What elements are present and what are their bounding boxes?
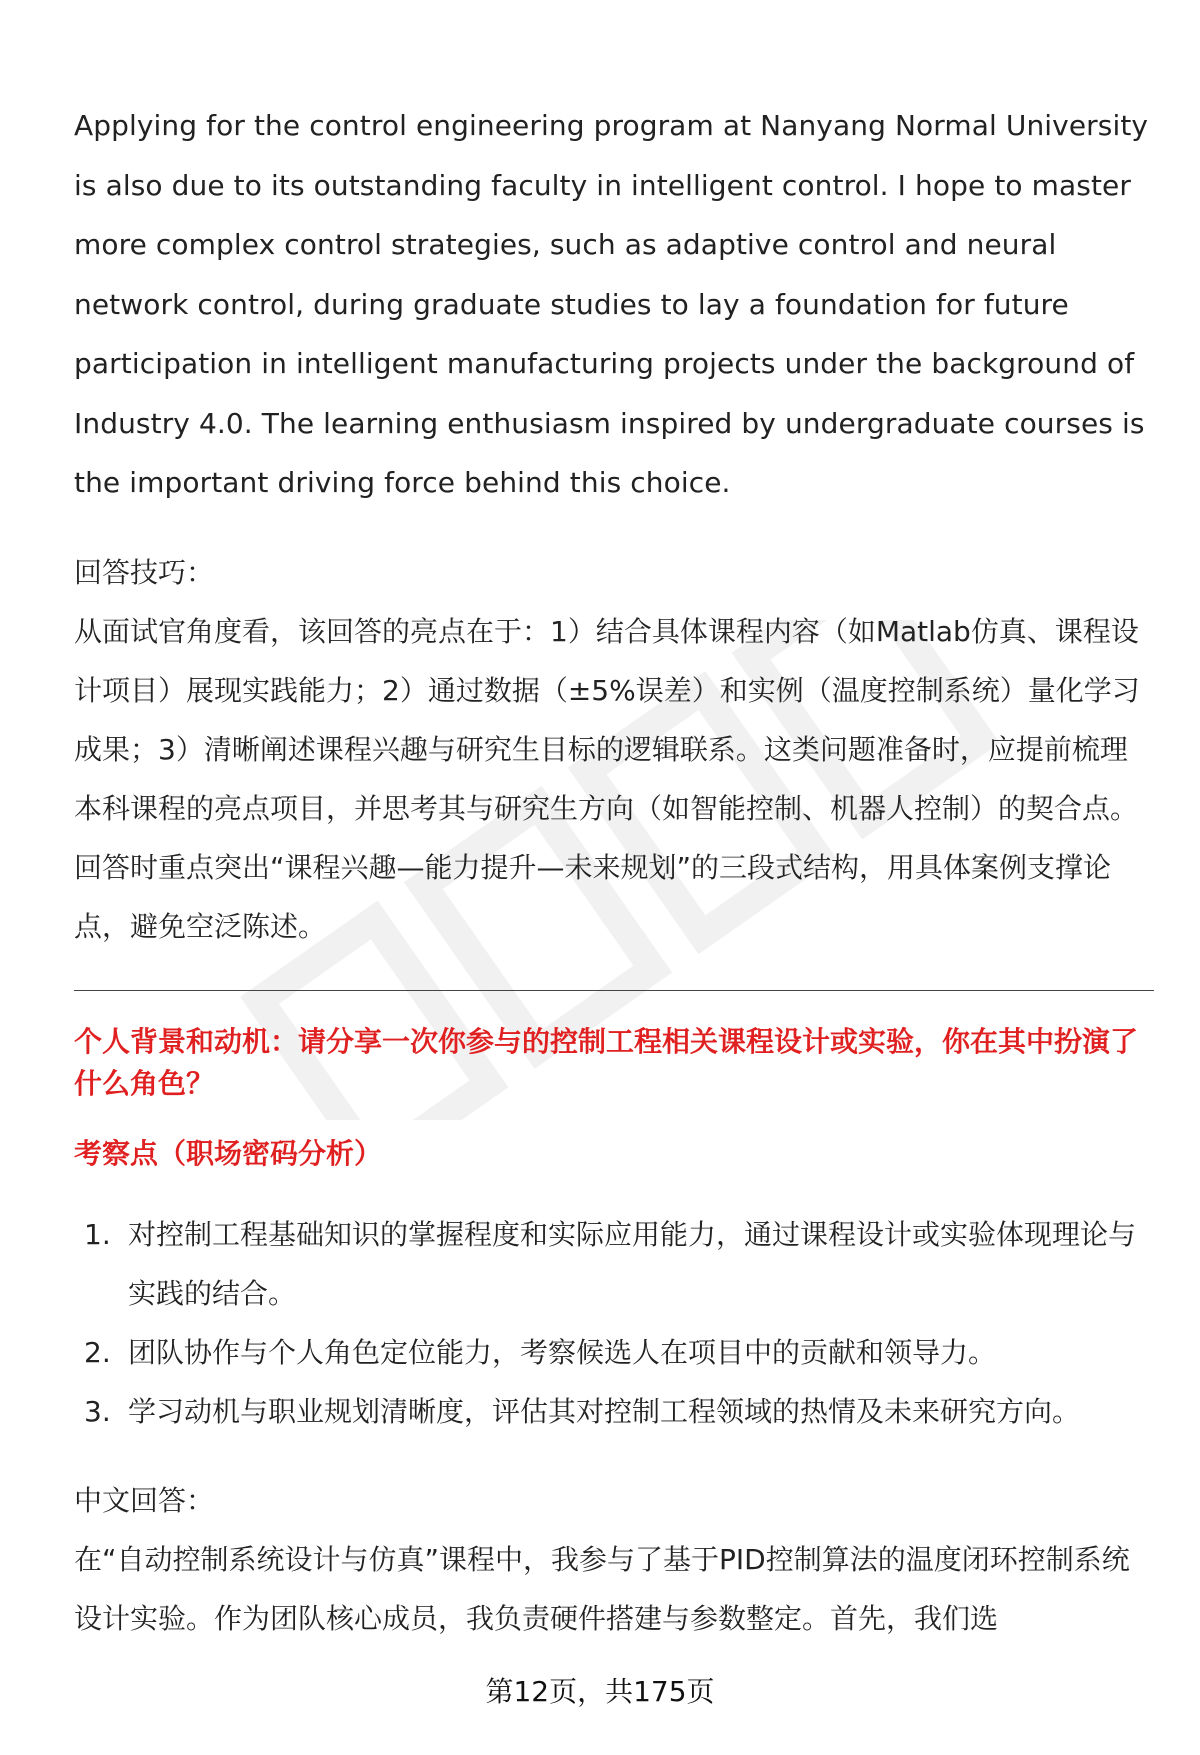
- list-item: [74, 1382, 1152, 1441]
- list-item: [74, 1323, 1152, 1382]
- question-heading: 个人背景和动机：请分享一次你参与的控制工程相关课程设计或实验，你在其中扮演了什么角色？: [74, 1024, 1139, 1100]
- chinese-answer-label: 中文回答：: [74, 1483, 215, 1517]
- chinese-answer-text: 在“自动控制系统设计与仿真”课程中，我参与了基于PID控制算法的温度闭环控制系统设计实验。作为团队核心成员，我负责硬件搭建与参数整定。首先，我们选: [74, 1542, 1130, 1635]
- list-item-number: 2.: [84, 1335, 111, 1369]
- list-item-text: 学习动机与职业规划清晰度，评估其对控制工程领域的热情及未来研究方向。: [128, 1394, 1081, 1428]
- tips-label: 回答技巧：: [74, 555, 215, 589]
- list-item-text: 对控制工程基础知识的掌握程度和实际应用能力，通过课程设计或实验体现理论与实践的结合。: [128, 1217, 1137, 1310]
- section-divider: [74, 990, 1154, 991]
- assessment-heading: 考察点（职场密码分析）: [74, 1136, 383, 1170]
- page-number-footer: 第12页，共175页: [485, 1675, 715, 1708]
- tips-text: 从面试官角度看，该回答的亮点在于：1）结合具体课程内容（如Matlab仿真、课程设计项目）展现实践能力；2）通过数据（±5%误差）和实例（温度控制系统）量化学习成果；3）清晰阐述课程兴趣与研究生目标的逻辑联系。这类问题准备时，应提前梳理本科课程的亮点项目，并思考其与研究生方向（如智能控制、机器人控制）的契合点。回答时重点突出“课程兴趣—能力提升—未来规划”的三段式结构，用具体案例支撑论点，避免空泛陈述。: [74, 614, 1140, 943]
- list-item-number: 1.: [84, 1217, 111, 1251]
- document-page: [74, 96, 1152, 1648]
- list-item-number: 3.: [84, 1394, 111, 1428]
- list-item: [74, 1205, 1152, 1323]
- assessment-list: [74, 1205, 1152, 1441]
- list-item-text: 团队协作与个人角色定位能力，考察候选人在项目中的贡献和领导力。: [128, 1335, 997, 1369]
- intro-paragraph: Applying for the control engineering program at Nanyang Normal University is also due to its outstanding faculty in intelligent control. I hope to master more complex control strategies, such as adaptive control and neural network control, during graduate studies to lay a foundation for future participation in intelligent manufacturing projects under the background of Industry 4.0. The learning enthusiasm inspired by undergraduate courses is the important driving force behind this choice.: [74, 109, 1149, 499]
